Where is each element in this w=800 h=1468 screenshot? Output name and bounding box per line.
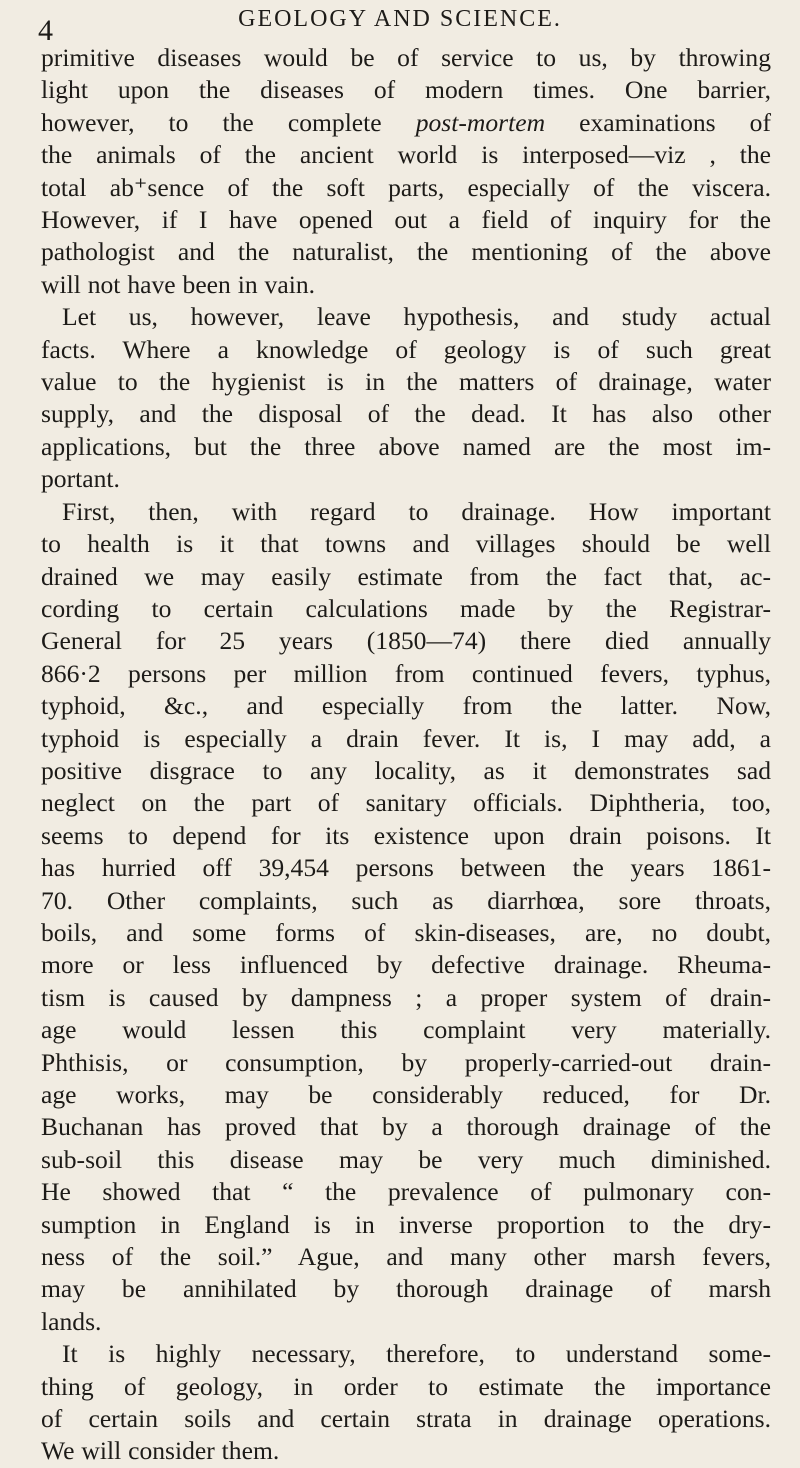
text-line: may be annihilated by thorough drainage of marsh xyxy=(41,1274,771,1304)
text-line: Let us, however, leave hypothesis, and study actual xyxy=(62,302,771,332)
text-line: sumption in England is in inverse proportion to the dry- xyxy=(41,1209,771,1239)
text-line: primitive diseases would be of service to us, by throwing xyxy=(41,43,771,72)
text-line: typhoid, &c., and especially from the latter. Now, xyxy=(41,691,771,721)
text-line: neglect on the part of sanitary officials. Diphtheria, too, xyxy=(41,788,771,818)
text-line: value to the hygienist is in the matters of drainage, water xyxy=(41,367,771,397)
text-line: We will consider them. xyxy=(41,1436,280,1466)
text-line: portant. xyxy=(41,464,120,494)
paragraph-4 xyxy=(41,1338,771,1468)
page-header xyxy=(0,0,800,47)
text-line: lands. xyxy=(41,1306,102,1336)
text-line: facts. Where a knowledge of geology is of such great xyxy=(41,334,771,364)
text-line: pathologist and the naturalist, the mentioning of the above xyxy=(41,237,771,267)
body-text xyxy=(41,42,771,1468)
text-line: cording to certain calculations made by the Registrar- xyxy=(41,593,771,623)
text-line: seems to depend for its existence upon drain poisons. It xyxy=(41,820,771,850)
text-line: light upon the diseases of modern times. One barrier, xyxy=(41,75,771,105)
text-line: It is highly necessary, therefore, to understand some- xyxy=(62,1339,771,1369)
text-line: He showed that “ the prevalence of pulmonary con- xyxy=(41,1177,771,1207)
text-line: has hurried off 39,454 persons between the years 1861- xyxy=(41,853,771,883)
text-line: tism is caused by dampness ; a proper system of drain- xyxy=(41,982,771,1012)
text-line: Buchanan has proved that by a thorough drainage of the xyxy=(41,1112,771,1142)
paragraph-3 xyxy=(41,496,771,1339)
text-line: General for 25 years (1850—74) there died annually xyxy=(41,626,771,656)
text-line: applications, but the three above named are the most im- xyxy=(41,431,771,461)
page-number: 4 xyxy=(38,14,53,47)
text-line: more or less influenced by defective drainage. Rheuma- xyxy=(41,950,771,980)
text-line: However, if I have opened out a field of inquiry for the xyxy=(41,205,771,235)
text-line: total ab⁺sence of the soft parts, especially of the viscera. xyxy=(41,172,771,202)
text-line: drained we may easily estimate from the fact that, ac- xyxy=(41,561,771,591)
text-line: Phthisis, or consumption, by properly-carried-out drain- xyxy=(41,1047,771,1077)
running-title: GEOLOGY AND SCIENCE. xyxy=(238,6,562,32)
text-line: of certain soils and certain strata in drainage operations. xyxy=(41,1404,771,1434)
paragraph-2 xyxy=(41,301,771,495)
text-line: however, to the complete post-mortem examinations of xyxy=(41,107,771,137)
text-line: supply, and the disposal of the dead. It has also other xyxy=(41,399,771,429)
text-line: sub-soil this disease may be very much diminished. xyxy=(41,1144,771,1174)
text-line: First, then, with regard to drainage. How important xyxy=(62,496,771,526)
text-line: to health is it that towns and villages should be well xyxy=(41,529,771,559)
text-line: 866·2 persons per million from continued fevers, typhus, xyxy=(41,658,771,688)
text-line: positive disgrace to any locality, as it demonstrates sad xyxy=(41,755,771,785)
paragraph-1 xyxy=(41,42,771,301)
text-line: boils, and some forms of skin-diseases, are, no doubt, xyxy=(41,917,771,947)
text-line: age would lessen this complaint very materially. xyxy=(41,1015,771,1045)
text-line: the animals of the ancient world is interposed—viz , the xyxy=(41,140,771,170)
text-line: 70. Other complaints, such as diarrhœa, sore throats, xyxy=(41,885,771,915)
text-line: typhoid is especially a drain fever. It is, I may add, a xyxy=(41,723,771,753)
text-line: thing of geology, in order to estimate the importance xyxy=(41,1371,771,1401)
text-line: ness of the soil.” Ague, and many other marsh fevers, xyxy=(41,1242,771,1272)
text-line: age works, may be considerably reduced, for Dr. xyxy=(41,1080,771,1109)
text-line: will not have been in vain. xyxy=(41,269,316,299)
